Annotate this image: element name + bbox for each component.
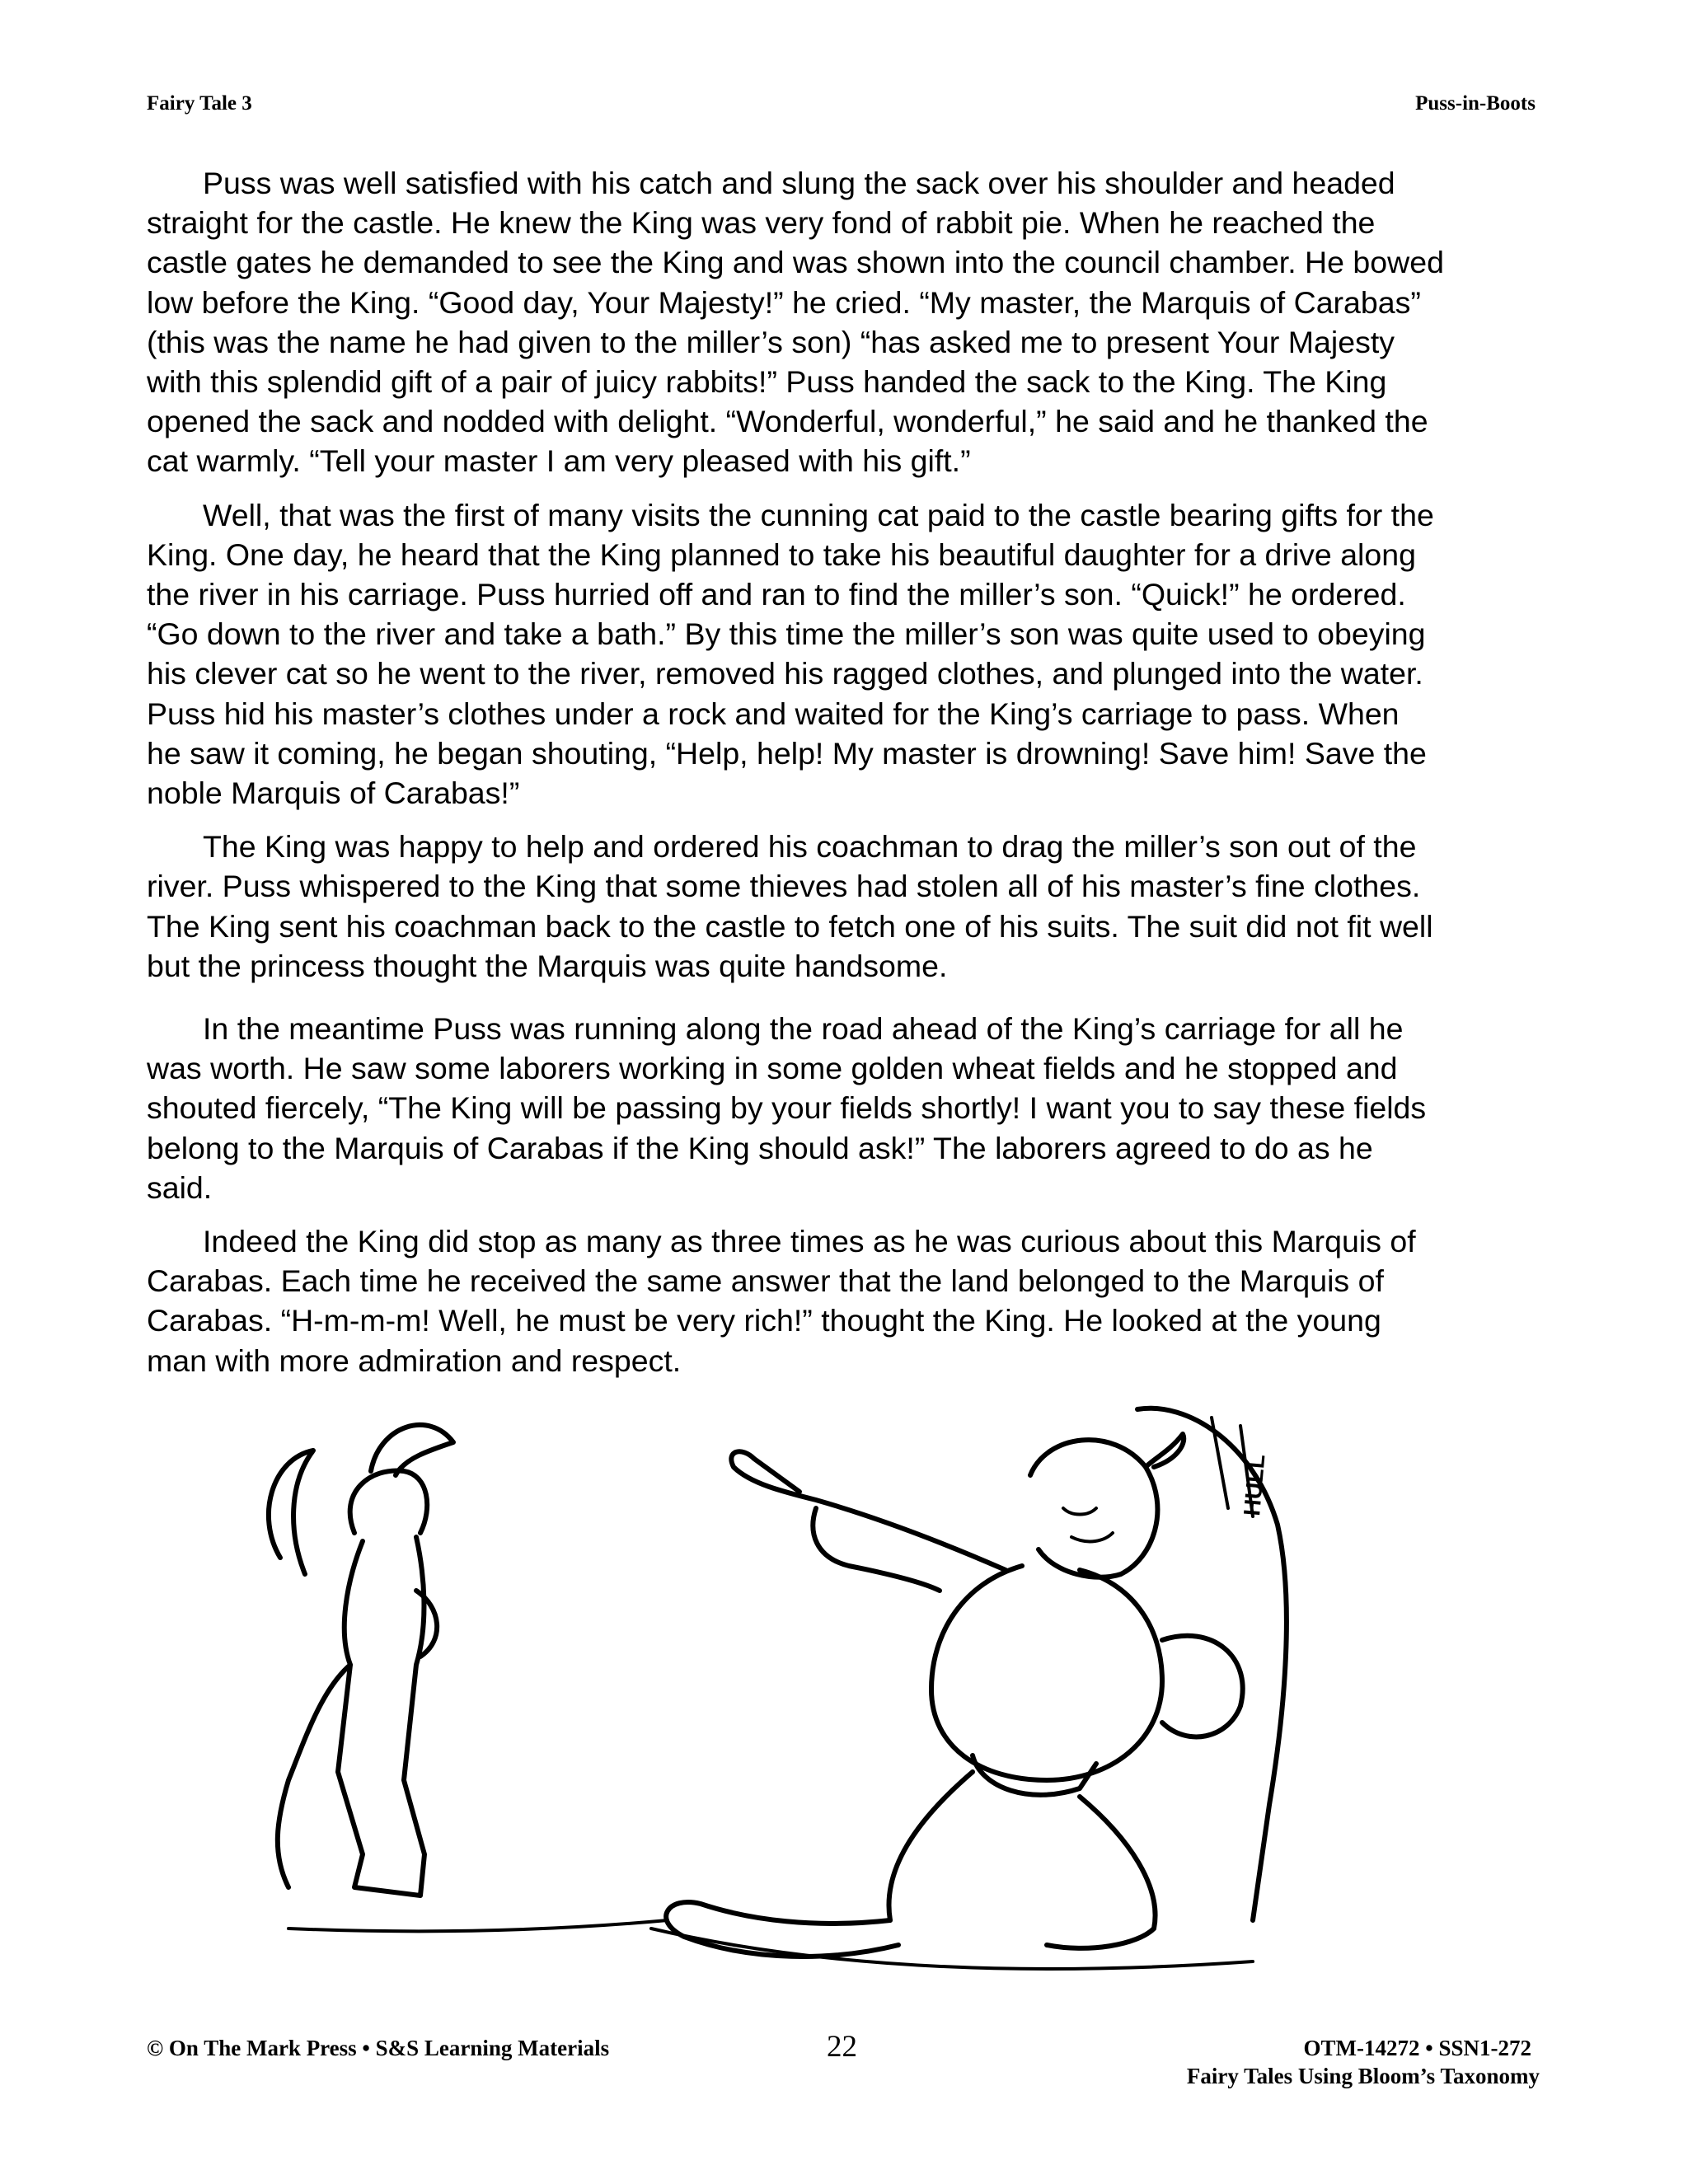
page-header <box>147 92 1536 125</box>
footer-product-code: OTM-14272 • SSN1-272 <box>1303 2036 1531 2060</box>
ogre-king-figure <box>651 1408 1287 1969</box>
header-left: Fairy Tale 3 <box>147 92 252 115</box>
page-number: 22 <box>827 2030 857 2064</box>
footer-book-title: Fairy Tales Using Bloom’s Taxonomy <box>1186 2064 1540 2088</box>
puss-cat-figure <box>269 1425 668 1931</box>
illustration-puss-and-ogre <box>239 1393 1475 2003</box>
story-text <box>147 163 1540 1394</box>
paragraph-1: Puss was well satisfied with his catch and slung the sack over his shoulder and headed straight for the castle. He knew the King was very fond of rabbit pie. When he reached the castle gates he demanded to see the King and was shown into the council chamber. He bowed low before the King. “Good day, Your Majesty!” he cried. “My master, the Marquis of Carabas” (this was the name he had given to the miller’s son) “has asked me to present Your Majesty with this splendid gift of a pair of juicy rabbits!” Puss handed the sack to the King. The King opened the sack and nodded with delight. “Wonderful, wonderful,” he said and he thanked the cat warmly. “Tell your master I am very pleased with his gift.” <box>147 166 1444 479</box>
paragraph-3: The King was happy to help and ordered his coachman to drag the miller’s son out of the river. Puss whispered to the King that some thieves had stolen all of his master’s fine clothes. The King sent his coachman back to the castle to fetch one of his suits. The suit did not fit well but the princess thought the Marquis was quite handsome. <box>147 829 1433 983</box>
header-right: Puss-in-Boots <box>1415 92 1536 115</box>
paragraph-4: In the meantime Puss was running along the road ahead of the King’s carriage for all he was worth. He saw some laborers working in some golden wheat fields and he stopped and shouted fiercely, “The King will be passing by your fields shortly! I want you to say these fields belong to the Marquis of Carabas if the King should ask!” The laborers agreed to do as he said. <box>147 1011 1427 1205</box>
artist-signature: HULL <box>1239 1453 1270 1517</box>
page-footer <box>147 2030 1540 2118</box>
paragraph-2: Well, that was the first of many visits the cunning cat paid to the castle bearing gifts for the King. One day, he heard that the King planned to take his beautiful daughter for a drive along the river in his carriage. Puss hurried off and ran to find the miller’s son. “Quick!” he ordered. “Go down to the river and take a bath.” By this time the miller’s son was quite used to obeying his clever cat so he went to the river, removed his ragged clothes, and plunged into the water. Puss hid his master’s clothes under a rock and waited for the King’s carriage to pass. When he saw it coming, he began shouting, “Help, help! My master is drowning! Save him! Save the noble Marquis of Carabas!” <box>147 497 1434 811</box>
paragraph-5: Indeed the King did stop as many as three times as he was curious about this Marquis of Carabas. Each time he received the same answer that the land belonged to the Marquis of Carabas. “H-m-m-m! Well, he must be very rich!” thought the King. He looked at the young man with more admiration and respect. <box>147 1224 1416 1378</box>
footer-copyright: © On The Mark Press • S&S Learning Materials <box>147 2036 610 2060</box>
